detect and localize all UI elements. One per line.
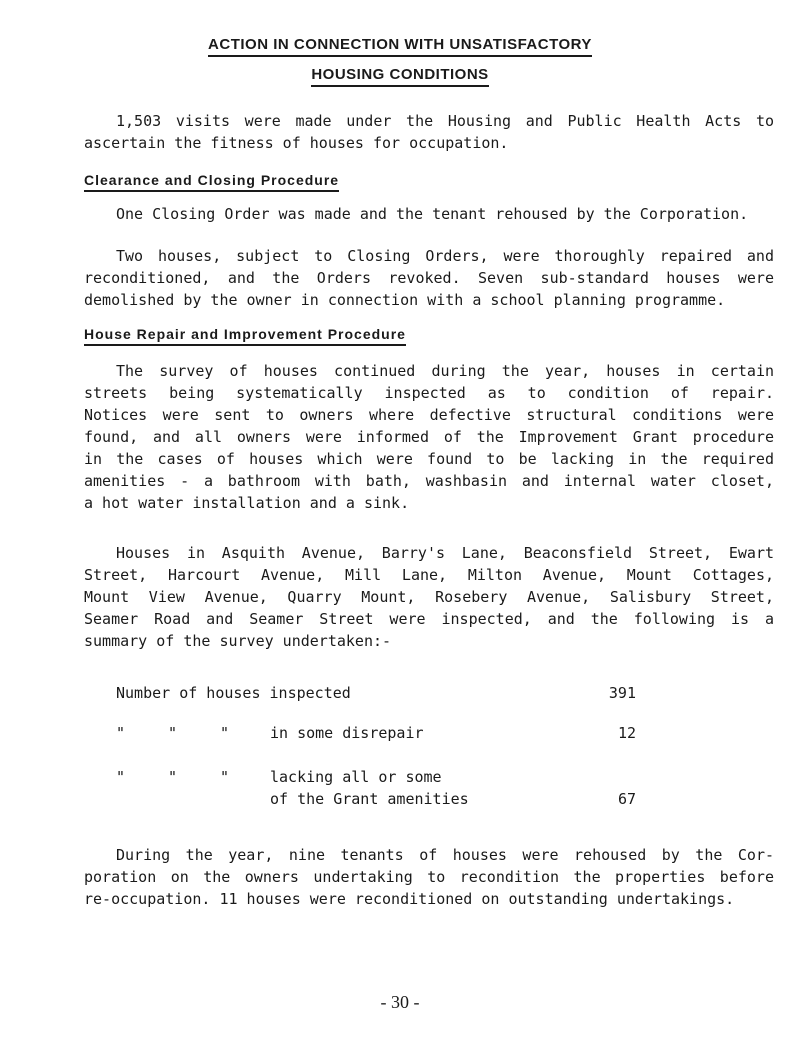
row-value: 67 xyxy=(617,790,636,808)
ditto-mark: " xyxy=(220,768,230,786)
page-number: - 30 - xyxy=(380,992,420,1012)
paragraph-line: amenities - a bathroom with bath, washbasin and internal water closet, xyxy=(84,472,774,490)
paragraph-line: Street, Harcourt Avenue, Mill Lane, Milton Avenue, Mount Cottages, xyxy=(84,566,774,584)
row-value: 12 xyxy=(617,724,636,742)
document-title xyxy=(0,36,800,57)
row-label: of the Grant amenities xyxy=(270,790,469,808)
ditto-marks xyxy=(116,722,272,744)
ditto-mark: " xyxy=(116,724,126,742)
paragraph-line: Houses in Asquith Avenue, Barry's Lane, Beaconsfield Street, Ewart xyxy=(116,544,774,562)
ditto-mark: " xyxy=(116,768,126,786)
ditto-mark: " xyxy=(168,768,178,786)
paragraph-line: ascertain the fitness of houses for occupation. xyxy=(84,134,509,152)
paragraph-line: 1,503 visits were made under the Housing and Public Health Acts to xyxy=(116,112,774,130)
paragraph-line: The survey of houses continued during the year, houses in certain xyxy=(116,362,774,380)
paragraph-line: During the year, nine tenants of houses were rehoused by the Cor- xyxy=(116,846,774,864)
paragraph-line: One Closing Order was made and the tenant rehoused by the Corporation. xyxy=(116,205,749,223)
row-label: Number of houses inspected xyxy=(116,684,351,702)
paragraph-line: found, and all owners were informed of the Improvement Grant procedure xyxy=(84,428,774,446)
paragraph-line: streets being systematically inspected as to condition of repair. xyxy=(84,384,774,402)
paragraph-line: Notices were sent to owners where defective structural conditions were xyxy=(84,406,774,424)
paragraph-line: poration on the owners undertaking to recondition the properties before xyxy=(84,868,774,886)
clearance-paragraph-2 xyxy=(84,245,774,311)
table-row-continuation xyxy=(116,788,636,810)
paragraph-line: in the cases of houses which were found to be lacking in the required xyxy=(84,450,774,468)
paragraph-line: Seamer Road and Seamer Street were inspected, and the following is a xyxy=(84,610,774,628)
paragraph-line: demolished by the owner in connection with a school planning programme. xyxy=(84,291,726,309)
ditto-mark: " xyxy=(220,724,230,742)
row-label: in some disrepair xyxy=(270,724,424,742)
title-line-1: ACTION IN CONNECTION WITH UNSATISFACTORY xyxy=(208,36,592,57)
section-heading-clearance: Clearance and Closing Procedure xyxy=(84,172,339,192)
paragraph-line: re-occupation. 11 houses were reconditioned on outstanding undertakings. xyxy=(84,890,735,908)
title-line-2: HOUSING CONDITIONS xyxy=(311,66,488,87)
section-heading-repair: House Repair and Improvement Procedure xyxy=(84,326,406,346)
table-row xyxy=(116,682,636,722)
intro-paragraph xyxy=(84,110,774,154)
paragraph-line: a hot water installation and a sink. xyxy=(84,494,410,512)
paragraph-line: Two houses, subject to Closing Orders, were thoroughly repaired and xyxy=(116,247,774,265)
row-value: 391 xyxy=(608,684,636,702)
ditto-mark: " xyxy=(168,724,178,742)
clearance-paragraph-1 xyxy=(84,203,774,225)
table-row xyxy=(116,766,636,788)
document-subtitle xyxy=(0,66,800,87)
ditto-marks xyxy=(116,766,272,788)
paragraph-line: reconditioned, and the Orders revoked. Seven sub-standard houses were xyxy=(84,269,774,287)
table-row xyxy=(116,722,636,766)
repair-paragraph-1 xyxy=(84,360,774,514)
survey-summary-table xyxy=(116,682,636,810)
repair-paragraph-2 xyxy=(84,542,774,652)
paragraph-line: summary of the survey undertaken:- xyxy=(84,632,392,650)
closing-paragraph xyxy=(84,844,774,910)
row-label: lacking all or some xyxy=(270,768,442,786)
paragraph-line: Mount View Avenue, Quarry Mount, Rosebery Avenue, Salisbury Street, xyxy=(84,588,774,606)
